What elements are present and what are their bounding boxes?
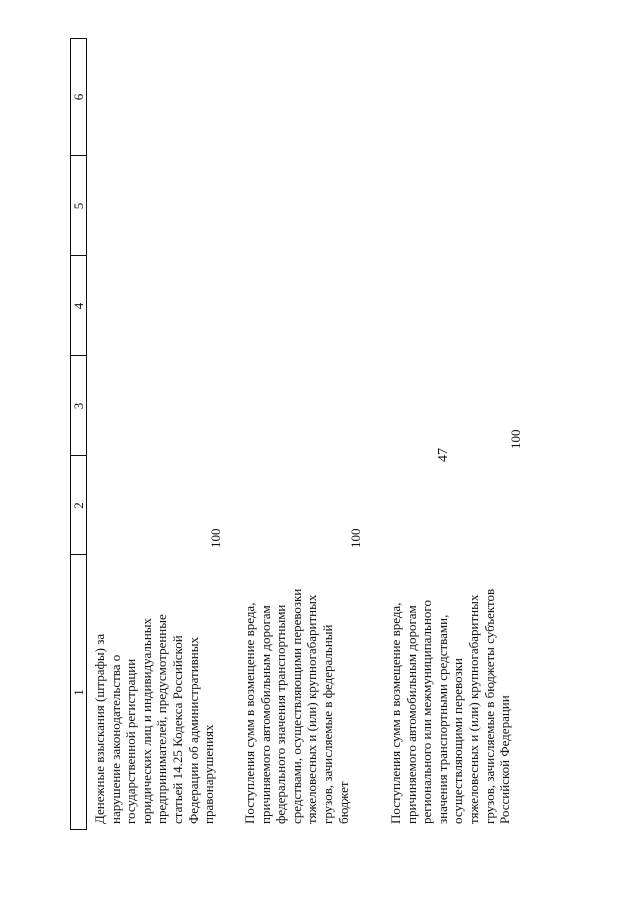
text-line: осуществляющими перевозки: [450, 658, 466, 824]
text-line: правонарушениях: [201, 724, 217, 824]
header-col-6: 6: [71, 93, 86, 101]
header-col-5: 5: [71, 202, 86, 210]
text-line: Российской Федерации: [497, 695, 513, 824]
text-line: Денежные взыскания (штрафы) за: [92, 633, 107, 824]
header-col-1: 1: [71, 689, 86, 696]
text-line: тяжеловесных и (или) крупногабаритных: [304, 594, 320, 824]
header-col-3: 3: [71, 402, 86, 410]
text-line: Поступления сумм в возмещение вреда,: [388, 602, 403, 824]
text-line: бюджет: [335, 781, 351, 824]
text-line: юридических лиц и индивидуальных: [138, 617, 154, 824]
row-1-description: [92, 564, 217, 824]
text-line: федерального значения транспортными: [273, 604, 289, 824]
row-1-col-2-value: 100: [208, 528, 223, 548]
text-line: причиняемого автомобильным дорогам: [403, 605, 419, 824]
text-line: тяжеловесных и (или) крупногабаритных: [465, 594, 481, 824]
row-2-description: [242, 564, 351, 824]
text-line: Федерации об административных: [185, 636, 201, 824]
text-line: нарушение законодательства о: [107, 654, 123, 824]
text-line: государственной регистрации: [123, 658, 139, 824]
row-3-description: [388, 564, 513, 824]
row-2-col-2-value: 100: [348, 528, 363, 548]
text-line: грузов, зачисляемые в бюджеты субъектов: [481, 588, 497, 824]
text-line: причиняемого автомобильным дорогам: [257, 605, 273, 824]
header-col-4: 4: [71, 302, 86, 310]
rotated-table: [70, 38, 586, 830]
text-line: статьей 14.25 Кодекса Российской: [169, 635, 185, 824]
text-line: Поступления сумм в возмещение вреда,: [242, 602, 257, 824]
text-line: регионального или межмуниципального: [419, 600, 435, 824]
header-col-2: 2: [71, 502, 86, 509]
text-line: значения транспортными средствами,: [434, 614, 450, 824]
page-number: 47: [436, 448, 451, 462]
text-line: средствами, осуществляющими перевозки: [288, 588, 304, 824]
row-3-col-3-value: 100: [508, 429, 523, 449]
text-line: грузов, зачисляемые в федеральный: [319, 624, 335, 824]
text-line: предпринимателей, предусмотренные: [154, 614, 170, 824]
